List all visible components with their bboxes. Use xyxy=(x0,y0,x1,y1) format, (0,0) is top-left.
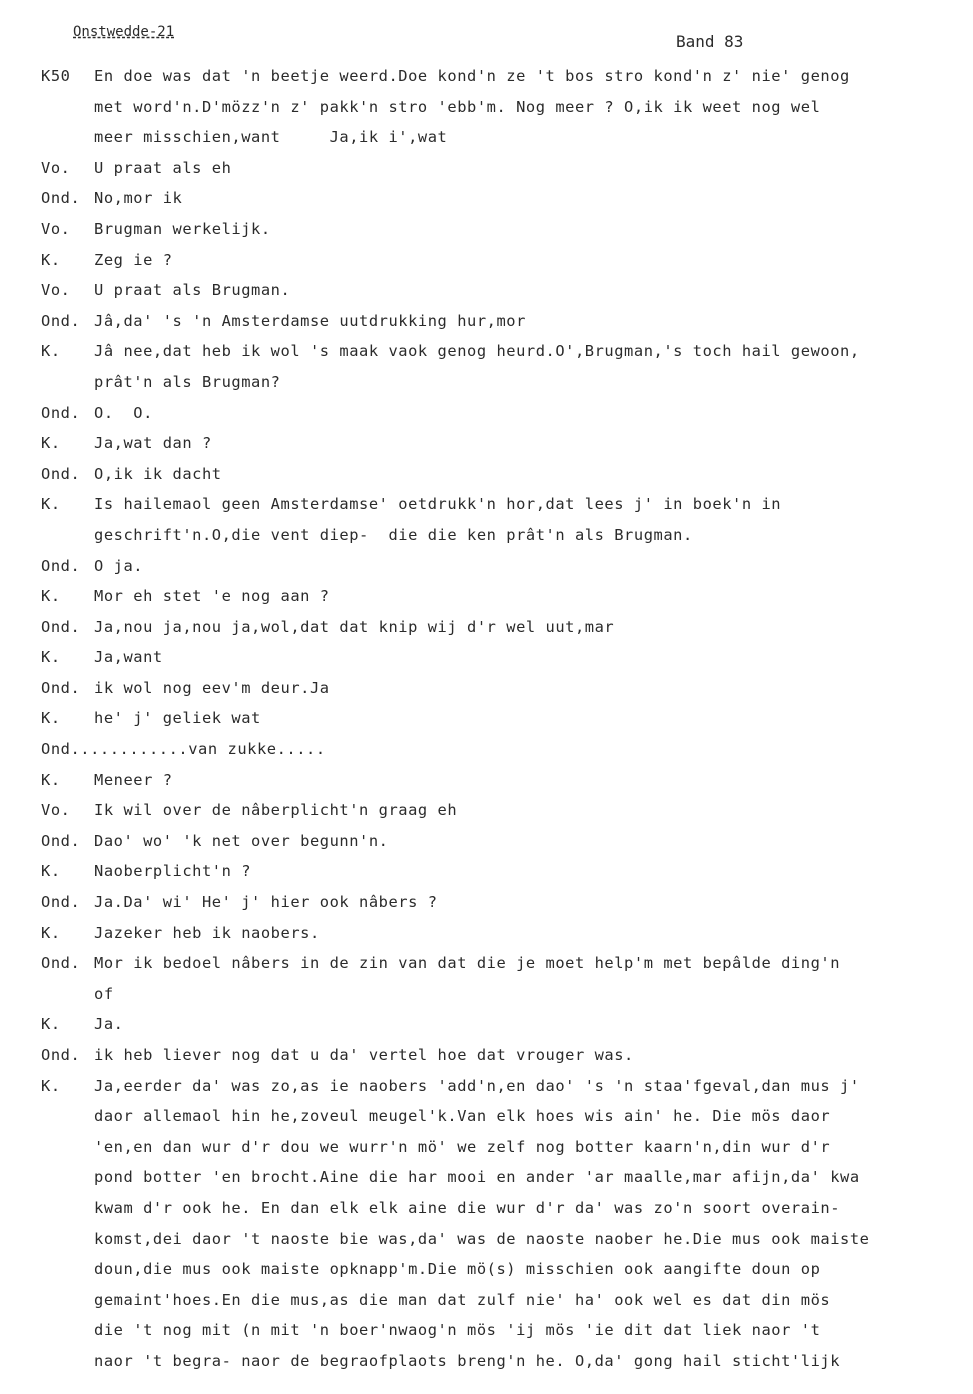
transcript-line xyxy=(0,887,973,918)
speaker-label: K. xyxy=(41,1076,61,1095)
speaker-label: Vo. xyxy=(41,219,71,238)
utterance-text: Naoberplicht'n ? xyxy=(94,862,252,881)
transcript-line xyxy=(0,398,973,429)
speaker-label: Ond. xyxy=(41,403,81,422)
speaker-label: Ond. xyxy=(41,831,81,850)
utterance-text: Meneer ? xyxy=(94,770,173,789)
utterance-text: Ja,nou ja,nou ja,wol,dat dat knip wij d'r wel uut,mar xyxy=(94,617,615,636)
utterance-text: ik heb liever nog dat u da' vertel hoe dat vrouger was. xyxy=(94,1046,634,1064)
speaker-label: Ond. xyxy=(41,617,81,636)
utterance-text: Jazeker heb ik naobers. xyxy=(94,923,320,942)
speaker-label: Ond. xyxy=(41,893,81,912)
speaker-label: K. xyxy=(41,923,61,942)
utterance-text: daor allemaol hin he,zoveul meugel'k.Van elk hoes wis ain' he. Die mös daor xyxy=(94,1107,831,1126)
utterance-text: Is hailemaol geen Amsterdamse' oetdrukk'n hor,dat lees j' in boek'n in xyxy=(94,495,782,514)
speaker-label: K. xyxy=(41,434,61,453)
utterance-text: pond botter 'en brocht.Aine die har mooi en ander 'ar maalle,mar afijn,da' kwa xyxy=(94,1168,860,1187)
transcript-line xyxy=(0,1254,973,1285)
transcript-line xyxy=(0,275,973,306)
utterance-text: Ja,want xyxy=(94,648,163,667)
speaker-label: Vo. xyxy=(41,801,71,820)
transcript-line xyxy=(0,1285,973,1316)
transcript-line xyxy=(0,1040,973,1071)
utterance-text: gemaint'hoes.En die mus,as die man dat zulf nie' ha' ook wel es dat din mös xyxy=(94,1290,831,1309)
utterance-text: No,mor ik xyxy=(94,189,183,208)
transcript-line xyxy=(0,948,973,979)
utterance-text: Jâ,da' 's 'n Amsterdamse uutdrukking hur,mor xyxy=(94,311,526,330)
transcript-line xyxy=(0,673,973,704)
speaker-label: K. xyxy=(41,495,61,514)
transcript-line xyxy=(0,1193,973,1224)
utterance-text: Jâ nee,dat heb ik wol 's maak vaok genog heurd.O',Brugman,'s toch hail gewoon, xyxy=(94,342,860,361)
utterance-text: O ja. xyxy=(94,556,144,575)
transcript-line xyxy=(0,795,973,826)
transcript-line xyxy=(0,122,973,153)
speaker-label: K. xyxy=(41,648,61,667)
speaker-label: Ond. xyxy=(41,1046,81,1064)
transcript-line xyxy=(0,918,973,949)
transcript-line xyxy=(0,92,973,123)
speaker-label: K. xyxy=(41,587,61,606)
speaker-label: Vo. xyxy=(41,281,71,300)
transcript-line xyxy=(0,1346,973,1377)
utterance-text: O. O. xyxy=(94,403,153,422)
transcript-line xyxy=(0,1162,973,1193)
speaker-label: Ond. xyxy=(41,189,81,208)
utterance-text: meer misschien,want Ja,ik i',wat xyxy=(94,128,448,147)
utterance-text: Ja,wat dan ? xyxy=(94,434,212,453)
speaker-label: K. xyxy=(41,862,61,881)
transcript-line xyxy=(0,1132,973,1163)
transcript-line xyxy=(0,367,973,398)
transcript-line xyxy=(0,183,973,214)
utterance-text: Ik wil over de nâberplicht'n graag eh xyxy=(94,801,458,820)
transcript-lines xyxy=(0,61,973,1377)
utterance-text: he' j' geliek wat xyxy=(94,709,261,728)
transcript-line xyxy=(0,703,973,734)
utterance-text: Zeg ie ? xyxy=(94,250,173,269)
utterance-text: geschrift'n.O,die vent diep- die die ken prât'n als Brugman. xyxy=(94,525,693,544)
transcript-line xyxy=(0,489,973,520)
transcript-line xyxy=(0,581,973,612)
transcript-line xyxy=(0,1315,973,1346)
transcript-line xyxy=(0,642,973,673)
transcript-line xyxy=(0,306,973,337)
utterance-text: U praat als eh xyxy=(94,158,232,177)
utterance-text: Mor ik bedoel nâbers in de zin van dat die je moet help'm met bepâlde ding'n xyxy=(94,954,841,973)
transcript-line xyxy=(0,214,973,245)
speaker-label: Ond. xyxy=(41,311,81,330)
utterance-text: Brugman werkelijk. xyxy=(94,219,271,238)
utterance-text: Dao' wo' 'k net over begunn'n. xyxy=(94,831,389,850)
transcript-line xyxy=(0,153,973,184)
transcript-line xyxy=(0,1224,973,1255)
transcript-line xyxy=(0,1101,973,1132)
speaker-label: K50 xyxy=(41,67,71,85)
tape-number: Band 83 xyxy=(676,32,744,51)
speaker-label: Ond. xyxy=(41,464,81,483)
transcript-line xyxy=(0,1009,973,1040)
utterance-text: Mor eh stet 'e nog aan ? xyxy=(94,587,330,606)
transcript-line xyxy=(0,612,973,643)
speaker-label: K. xyxy=(41,250,61,269)
utterance-text: komst,dei daor 't naoste bie was,da' was de naoste naober he.Die mus ook maiste xyxy=(94,1229,870,1248)
speaker-label: Vo. xyxy=(41,158,71,177)
transcript-line xyxy=(0,428,973,459)
transcript-line xyxy=(0,826,973,857)
speaker-label: K. xyxy=(41,770,61,789)
transcript-line xyxy=(0,61,973,92)
utterance-text: O,ik ik dacht xyxy=(94,464,222,483)
document-id: Onstwedde-21 xyxy=(73,24,175,40)
transcript-line xyxy=(0,765,973,796)
utterance-text: of xyxy=(94,984,114,1003)
utterance-text: U praat als Brugman. xyxy=(94,281,291,300)
transcript-line xyxy=(0,1071,973,1102)
utterance-text: En doe was dat 'n beetje weerd.Doe kond'n ze 't bos stro kond'n z' nie' genog xyxy=(94,67,850,85)
utterance-text: 'en,en dan wur d'r dou we wurr'n mö' we zelf nog botter kaarn'n,din wur d'r xyxy=(94,1137,831,1156)
transcript-line xyxy=(0,245,973,276)
utterance-text: Ja. xyxy=(94,1015,124,1034)
utterance-text: kwam d'r ook he. En dan elk elk aine die wur d'r da' was zo'n soort overain- xyxy=(94,1198,841,1217)
transcript-line xyxy=(0,979,973,1010)
transcript-line xyxy=(0,336,973,367)
utterance-text: prât'n als Brugman? xyxy=(94,372,281,391)
transcript-line xyxy=(0,734,973,765)
utterance-text: doun,die mus ook maiste opknapp'm.Die mö(s) misschien ook aangifte doun op xyxy=(94,1260,821,1279)
speaker-label: K. xyxy=(41,1015,61,1034)
speaker-label: Ond. xyxy=(41,556,81,575)
utterance-text: die 't nog mit (n mit 'n boer'nwaog'n mös 'ij mös 'ie dit dat liek naor 't xyxy=(94,1321,821,1340)
speaker-label: Ond. xyxy=(41,678,81,697)
transcript-line xyxy=(0,856,973,887)
speaker-label: K. xyxy=(41,709,61,728)
utterance-text: ik wol nog eev'm deur.Ja xyxy=(94,678,330,697)
transcript-line xyxy=(0,551,973,582)
speaker-label: Ond. xyxy=(41,954,81,973)
utterance-text: met word'n.D'mözz'n z' pakk'n stro 'ebb'm. Nog meer ? O,ik ik weet nog wel xyxy=(94,97,821,116)
utterance-text: Ja,eerder da' was zo,as ie naobers 'add'n,en dao' 's 'n staa'fgeval,dan mus j' xyxy=(94,1076,860,1095)
utterance-text: naor 't begra- naor de begraofplaots breng'n he. O,da' gong hail sticht'lijk xyxy=(94,1351,841,1370)
transcript-line xyxy=(0,459,973,490)
speaker-label: Ond............van zukke..... xyxy=(41,740,326,759)
transcript-line xyxy=(0,520,973,551)
speaker-label: K. xyxy=(41,342,61,361)
utterance-text: Ja.Da' wi' He' j' hier ook nâbers ? xyxy=(94,893,438,912)
